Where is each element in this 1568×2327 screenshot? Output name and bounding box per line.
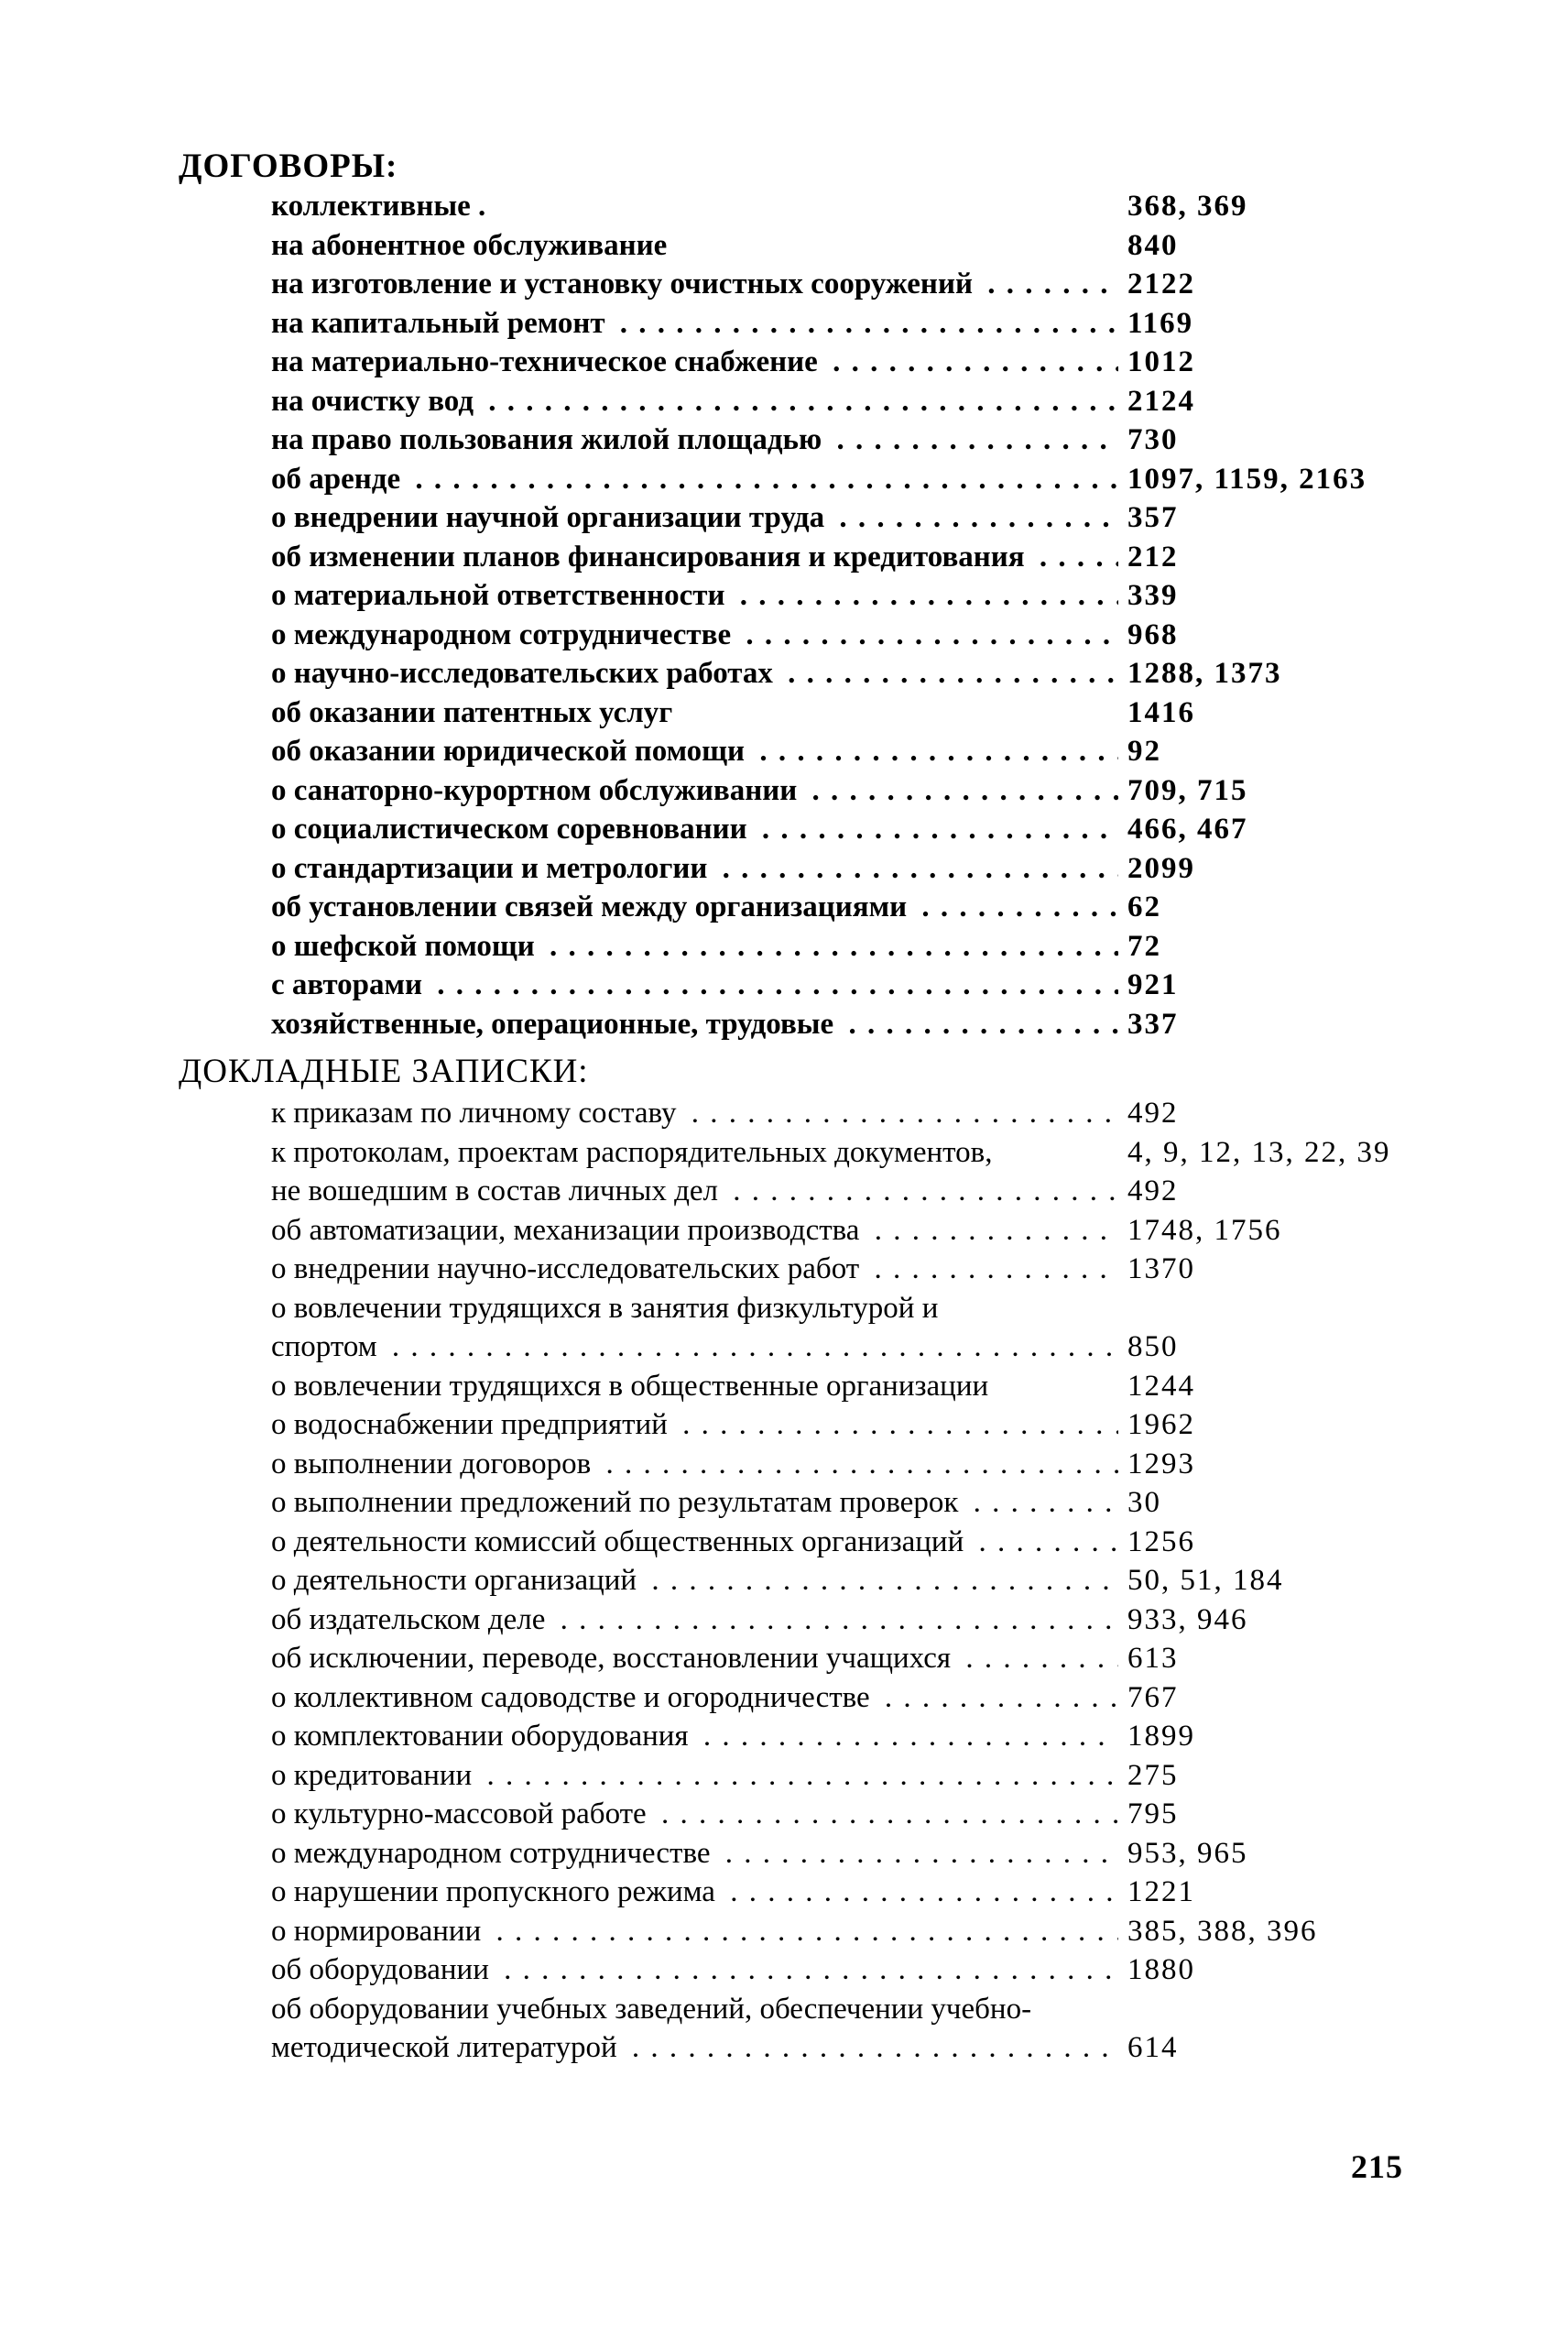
index-entry-label-wrap bbox=[271, 1405, 1118, 1445]
index-entry-label: об оказании патентных услуг bbox=[271, 695, 673, 729]
index-entry-pages: 767 bbox=[1127, 1680, 1179, 1714]
leader-dots bbox=[611, 307, 1118, 340]
index-entry-pages: 30 bbox=[1127, 1486, 1161, 1519]
index-entry bbox=[271, 966, 1462, 1005]
index-entry-pages: 1012 bbox=[1127, 345, 1195, 378]
index-entry-label: к приказам по личному составу bbox=[271, 1097, 677, 1130]
index-entry-label: о шефской помощи bbox=[271, 929, 535, 963]
index-entry-label-wrap bbox=[271, 2028, 1118, 2068]
leader-dots bbox=[715, 1837, 1118, 1870]
leader-dots bbox=[969, 1525, 1118, 1558]
index-entry bbox=[271, 1561, 1462, 1600]
index-entry-label-wrap bbox=[271, 265, 1118, 304]
index-entry bbox=[271, 265, 1462, 304]
index-entry-pages: 2122 bbox=[1127, 268, 1195, 300]
index-entry-pages: 1416 bbox=[1127, 695, 1195, 729]
index-entry-pages: 933, 946 bbox=[1127, 1602, 1248, 1636]
index-entry-label-wrap bbox=[271, 1327, 1118, 1367]
index-entry bbox=[271, 187, 1462, 226]
index-entry-pages: 730 bbox=[1127, 423, 1179, 456]
leader-dots bbox=[383, 1330, 1118, 1363]
index-entry-label: о нарушении пропускного режима bbox=[271, 1875, 715, 1908]
index-entry-pages: 709, 715 bbox=[1127, 773, 1248, 807]
index-entry bbox=[271, 1327, 1462, 1367]
index-entry bbox=[271, 382, 1462, 421]
index-entry-label: на абонентное обслуживание bbox=[271, 228, 668, 262]
leader-dots bbox=[428, 968, 1118, 1001]
index-entry bbox=[271, 1094, 1462, 1133]
index-entry bbox=[271, 1756, 1462, 1796]
index-entry-label-wrap bbox=[271, 1912, 1118, 1951]
index-entry-label: хозяйственные, операционные, трудовые bbox=[271, 1007, 834, 1041]
index-entry-label-wrap bbox=[271, 1289, 1118, 1328]
index-entry bbox=[271, 304, 1462, 344]
leader-dots bbox=[673, 1408, 1118, 1441]
index-entry-label-wrap bbox=[271, 966, 1118, 1005]
index-entry-label: к протоколам, проектам распорядительных документов, bbox=[271, 1135, 993, 1169]
index-entry-label-wrap bbox=[271, 382, 1118, 421]
index-entry bbox=[271, 1834, 1462, 1874]
index-entry-pages: 466, 467 bbox=[1127, 813, 1248, 846]
index-entry bbox=[271, 343, 1462, 382]
index-entry bbox=[271, 771, 1462, 811]
index-entry-pages: 62 bbox=[1127, 890, 1161, 923]
index-entry-label: об установлении связей между организациями bbox=[271, 890, 908, 923]
index-entry bbox=[271, 1289, 1462, 1328]
index-entry-pages: 1293 bbox=[1127, 1447, 1195, 1480]
index-entry bbox=[271, 1873, 1462, 1912]
index-entry-label-wrap bbox=[271, 1639, 1118, 1678]
index-entry-label-wrap bbox=[271, 1133, 1118, 1173]
index-entry-label: на изготовление и установку очистных сооружений bbox=[271, 268, 973, 300]
index-entry-label: с авторами bbox=[271, 968, 423, 1001]
index-entry-pages: 50, 51, 184 bbox=[1127, 1564, 1284, 1597]
index-entry-label-wrap bbox=[271, 421, 1118, 460]
index-entry-pages: 921 bbox=[1127, 968, 1179, 1001]
index-entry-label: о коллективном садоводстве и огородничестве bbox=[271, 1680, 870, 1714]
index-entry bbox=[271, 1250, 1462, 1289]
leader-dots bbox=[978, 268, 1118, 300]
index-entry-pages: 1244 bbox=[1127, 1369, 1195, 1403]
leader-dots bbox=[839, 1008, 1118, 1041]
index-entry-label: на капитальный ремонт bbox=[271, 306, 605, 340]
index-entry-pages: 795 bbox=[1127, 1797, 1179, 1830]
index-entry bbox=[271, 1990, 1462, 2029]
index-entry-label: о вовлечении трудящихся в занятия физкультурой и bbox=[271, 1291, 939, 1325]
index-entry bbox=[271, 1172, 1462, 1211]
index-entry-label-wrap bbox=[271, 1873, 1118, 1912]
index-entry-label-wrap bbox=[271, 1795, 1118, 1834]
index-entry-label: спортом bbox=[271, 1330, 377, 1363]
leader-dots bbox=[830, 501, 1118, 534]
index-entry-label-wrap bbox=[271, 1834, 1118, 1874]
leader-dots bbox=[406, 463, 1118, 496]
leader-dots bbox=[681, 1097, 1118, 1130]
index-entry-label: о социалистическом соревновании bbox=[271, 813, 747, 846]
index-entry-label-wrap bbox=[271, 1172, 1118, 1211]
leader-dots bbox=[865, 1214, 1118, 1247]
index-entry-label-wrap bbox=[271, 694, 1118, 733]
index-entry-label: о водоснабжении предприятий bbox=[271, 1408, 668, 1441]
index-entry-label-wrap bbox=[271, 498, 1118, 538]
index-entry-pages: 1288, 1373 bbox=[1127, 657, 1282, 690]
index-entry bbox=[271, 1639, 1462, 1678]
index-entry-label-wrap bbox=[271, 1561, 1118, 1600]
leader-dots bbox=[479, 385, 1118, 418]
index-entry-pages: 614 bbox=[1127, 2031, 1179, 2064]
index-entry-pages: 613 bbox=[1127, 1642, 1179, 1675]
index-entry-label: методической литературой bbox=[271, 2031, 617, 2064]
index-entry bbox=[271, 1005, 1462, 1044]
leader-dots bbox=[540, 930, 1118, 963]
index-entry-label-wrap bbox=[271, 1756, 1118, 1796]
index-entry-label: о выполнении предложений по результатам проверок bbox=[271, 1486, 959, 1519]
index-entry bbox=[271, 576, 1462, 616]
index-entry-label: о международном сотрудничестве bbox=[271, 617, 732, 651]
index-entry-label-wrap bbox=[271, 888, 1118, 927]
leader-dots bbox=[730, 579, 1118, 612]
index-entry-pages: 2099 bbox=[1127, 851, 1195, 885]
index-entry-label-wrap bbox=[271, 1990, 1118, 2029]
index-entry-pages: 953, 965 bbox=[1127, 1836, 1248, 1870]
leader-dots bbox=[964, 1486, 1118, 1519]
index-entry-pages: 92 bbox=[1127, 735, 1161, 768]
index-entry-label: о нормировании bbox=[271, 1914, 482, 1948]
index-entry-pages: 1880 bbox=[1127, 1953, 1195, 1986]
index-entry-label-wrap bbox=[271, 1445, 1118, 1484]
index-entry-pages: 1169 bbox=[1127, 306, 1194, 340]
leader-dots bbox=[827, 423, 1118, 456]
index-entry-pages: 339 bbox=[1127, 579, 1179, 612]
leader-dots bbox=[477, 1759, 1118, 1792]
index-entry bbox=[271, 460, 1462, 499]
index-entry-label: о культурно-массовой работе bbox=[271, 1797, 647, 1830]
index-entry-label-wrap bbox=[271, 654, 1118, 694]
index-entry-label: о внедрении научной организации труда bbox=[271, 501, 825, 534]
leader-dots bbox=[724, 1174, 1118, 1207]
index-entry-label: о вовлечении трудящихся в общественные организации bbox=[271, 1369, 989, 1403]
leader-dots bbox=[912, 890, 1118, 923]
index-entry bbox=[271, 1678, 1462, 1718]
index-entry-label-wrap bbox=[271, 460, 1118, 499]
leader-dots bbox=[1030, 541, 1118, 574]
index-entry-pages: 357 bbox=[1127, 501, 1179, 534]
index-entry bbox=[271, 226, 1462, 266]
leader-dots bbox=[736, 618, 1118, 651]
index-entry-pages: 275 bbox=[1127, 1758, 1179, 1792]
index-entry-pages: 840 bbox=[1127, 228, 1179, 262]
index-entry-label-wrap bbox=[271, 226, 1118, 266]
index-entry bbox=[271, 1523, 1462, 1562]
index-entry-label-wrap bbox=[271, 1523, 1118, 1562]
index-entry-label: об аренде bbox=[271, 462, 401, 496]
page-number: 215 bbox=[1351, 2148, 1403, 2185]
index-entry-label: об оказании юридической помощи bbox=[271, 735, 746, 768]
index-entry-label-wrap bbox=[271, 616, 1118, 655]
section-heading-dogovory: ДОГОВОРЫ: bbox=[179, 147, 398, 185]
index-entry-label-wrap bbox=[271, 927, 1118, 967]
index-entry-pages: 492 bbox=[1127, 1174, 1179, 1207]
leader-dots bbox=[495, 1953, 1118, 1986]
index-entry-label: о деятельности организаций bbox=[271, 1564, 637, 1597]
index-entry bbox=[271, 2028, 1462, 2068]
index-entry-label: не вошедшим в состав личных дел bbox=[271, 1174, 718, 1207]
index-entry-label: об издательском деле bbox=[271, 1602, 546, 1636]
index-entry bbox=[271, 810, 1462, 849]
index-entry-label-wrap bbox=[271, 1717, 1118, 1756]
index-entry-label-wrap bbox=[271, 1483, 1118, 1523]
index-entry-label-wrap bbox=[271, 1678, 1118, 1718]
index-entry-label: на право пользования жилой площадью bbox=[271, 423, 822, 456]
index-entry-label: об оборудовании учебных заведений, обеспечении учебно- bbox=[271, 1992, 1032, 2026]
index-entry bbox=[271, 888, 1462, 927]
index-entry bbox=[271, 1483, 1462, 1523]
leader-dots bbox=[753, 813, 1118, 846]
index-entry-label-wrap bbox=[271, 732, 1118, 771]
index-entry bbox=[271, 849, 1462, 889]
leader-dots bbox=[550, 1603, 1118, 1636]
leader-dots bbox=[623, 2031, 1118, 2064]
leader-dots bbox=[823, 345, 1118, 378]
index-entry-label: коллективные . bbox=[271, 190, 486, 223]
index-entry-pages: 1221 bbox=[1127, 1875, 1195, 1908]
index-entry-label-wrap bbox=[271, 1367, 1118, 1406]
index-entry bbox=[271, 1133, 1462, 1173]
index-entry-label: о стандартизации и метрологии bbox=[271, 851, 708, 885]
index-entry-pages: 4, 9, 12, 13, 22, 39 bbox=[1127, 1135, 1391, 1169]
index-entry-label: о выполнении договоров bbox=[271, 1447, 592, 1480]
index-entry-pages: 2124 bbox=[1127, 384, 1195, 418]
index-entry-label: о научно-исследовательских работах bbox=[271, 657, 773, 690]
index-entry-label: об оборудовании bbox=[271, 1953, 489, 1986]
index-entry bbox=[271, 1600, 1462, 1640]
index-entry-pages: 368, 369 bbox=[1127, 190, 1248, 223]
leader-dots bbox=[956, 1642, 1118, 1675]
index-entry bbox=[271, 538, 1462, 577]
index-entry-label: о кредитовании bbox=[271, 1758, 473, 1792]
index-entry-label-wrap bbox=[271, 538, 1118, 577]
leader-dots bbox=[694, 1720, 1118, 1753]
index-entry-label-wrap bbox=[271, 576, 1118, 616]
index-entry-label-wrap bbox=[271, 771, 1118, 811]
index-entry-pages: 1256 bbox=[1127, 1524, 1195, 1558]
index-entry-pages: 492 bbox=[1127, 1097, 1179, 1130]
leader-dots bbox=[652, 1797, 1118, 1830]
index-entry bbox=[271, 1950, 1462, 1990]
leader-dots bbox=[486, 1915, 1118, 1948]
index-entry-pages: 72 bbox=[1127, 929, 1161, 963]
index-entry-label: на очистку вод bbox=[271, 384, 474, 418]
index-entry bbox=[271, 1912, 1462, 1951]
index-entry-label-wrap bbox=[271, 304, 1118, 344]
index-entry bbox=[271, 654, 1462, 694]
index-entry bbox=[271, 616, 1462, 655]
index-entry-label: о материальной ответственности bbox=[271, 579, 725, 612]
leader-dots bbox=[721, 1875, 1118, 1908]
leader-dots bbox=[865, 1252, 1118, 1285]
leader-dots bbox=[642, 1564, 1118, 1597]
index-entry-label-wrap bbox=[271, 187, 1118, 226]
index-entry-pages: 1962 bbox=[1127, 1408, 1195, 1441]
index-entry-pages: 212 bbox=[1127, 540, 1179, 574]
index-entry bbox=[271, 1445, 1462, 1484]
index-entry-label-wrap bbox=[271, 1005, 1118, 1044]
index-entry bbox=[271, 421, 1462, 460]
entries-dokladnye-zapiski bbox=[271, 1094, 1462, 2068]
index-entry bbox=[271, 1405, 1462, 1445]
index-entry-pages: 337 bbox=[1127, 1007, 1179, 1041]
index-entry bbox=[271, 498, 1462, 538]
index-entry-label: об автоматизации, механизации производства bbox=[271, 1213, 860, 1247]
index-entry-label: о санаторно-курортном обслуживании bbox=[271, 773, 798, 807]
index-entry-label-wrap bbox=[271, 810, 1118, 849]
index-entry-pages: 1899 bbox=[1127, 1720, 1195, 1753]
index-entry-label-wrap bbox=[271, 1250, 1118, 1289]
index-entry bbox=[271, 1367, 1462, 1406]
index-entry-label-wrap bbox=[271, 1600, 1118, 1640]
index-entry-label: о комплектовании оборудования bbox=[271, 1720, 689, 1753]
index-entry bbox=[271, 1795, 1462, 1834]
index-entry-label-wrap bbox=[271, 343, 1118, 382]
index-entry bbox=[271, 1211, 1462, 1251]
index-entry-label-wrap bbox=[271, 1094, 1118, 1133]
leader-dots bbox=[779, 657, 1118, 690]
leader-dots bbox=[713, 852, 1118, 885]
index-entry-pages: 385, 388, 396 bbox=[1127, 1914, 1318, 1948]
entries-dogovory bbox=[271, 187, 1462, 1043]
index-entry bbox=[271, 1717, 1462, 1756]
index-entry-label-wrap bbox=[271, 1950, 1118, 1990]
index-entry-pages: 1097, 1159, 2163 bbox=[1127, 462, 1367, 496]
index-entry-pages: 850 bbox=[1127, 1330, 1179, 1363]
index-entry bbox=[271, 694, 1462, 733]
index-entry-label: об изменении планов финансирования и кредитования bbox=[271, 540, 1025, 574]
index-entry-label: о деятельности комиссий общественных организаций bbox=[271, 1524, 964, 1558]
leader-dots bbox=[750, 735, 1118, 768]
index-entry bbox=[271, 927, 1462, 967]
section-heading-dokladnye-zapiski: ДОКЛАДНЫЕ ЗАПИСКИ: bbox=[179, 1053, 589, 1090]
index-entry-label: на материально-техническое снабжение bbox=[271, 345, 818, 378]
index-entry-label: об исключении, переводе, восстановлении учащихся bbox=[271, 1642, 952, 1675]
index-entry bbox=[271, 732, 1462, 771]
index-entry-pages: 1370 bbox=[1127, 1252, 1195, 1285]
index-entry-label: о внедрении научно-исследовательских работ bbox=[271, 1252, 860, 1285]
index-entry-label: о международном сотрудничестве bbox=[271, 1836, 711, 1870]
index-entry-pages: 1748, 1756 bbox=[1127, 1213, 1282, 1247]
index-entry-pages: 968 bbox=[1127, 617, 1179, 651]
leader-dots bbox=[802, 774, 1118, 807]
index-entry-label-wrap bbox=[271, 1211, 1118, 1251]
leader-dots bbox=[596, 1448, 1118, 1480]
index-entry-label-wrap bbox=[271, 849, 1118, 889]
leader-dots bbox=[876, 1681, 1118, 1714]
